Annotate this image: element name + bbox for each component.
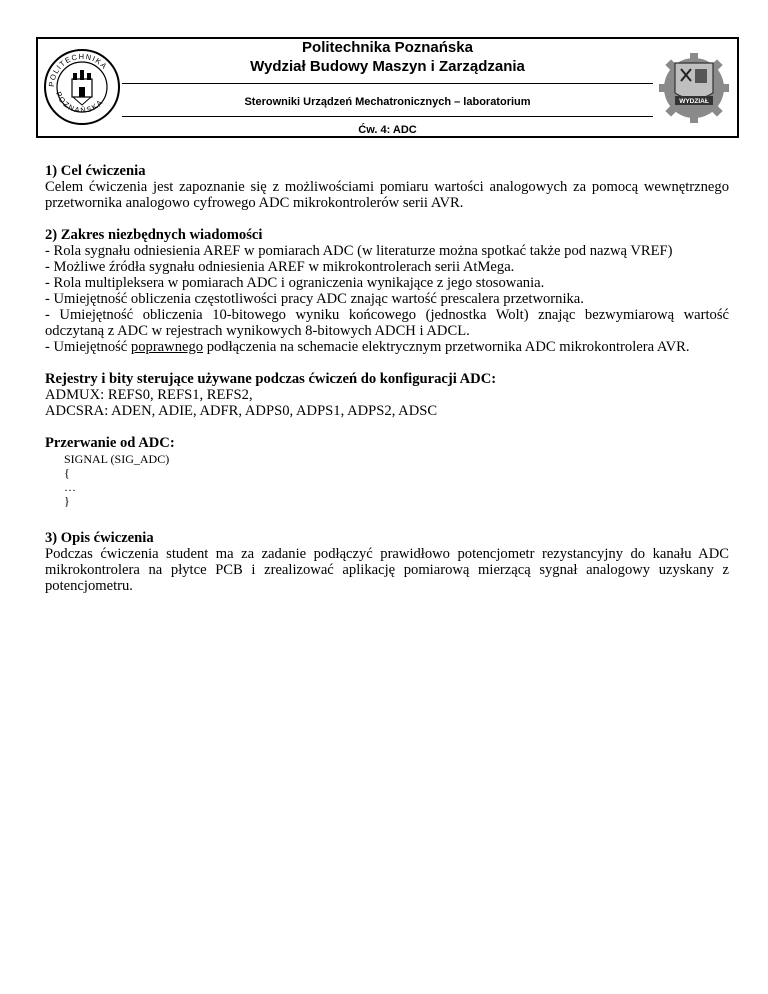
section-heading: 2) Zakres niezbędnych wiadomości: [45, 227, 263, 243]
header-divider: [122, 83, 653, 84]
register-line: ADCSRA: ADEN, ADIE, ADFR, ADPS0, ADPS1, ADPS2, ADSC: [45, 403, 438, 419]
document-body: [45, 163, 729, 594]
section-description: [45, 530, 729, 594]
section-knowledge: [45, 227, 729, 355]
header-divider: [122, 116, 653, 117]
section-heading: Przerwanie od ADC:: [45, 435, 175, 451]
code-line: {: [64, 466, 70, 480]
faculty-name: Wydział Budowy Maszyn i Zarządzania: [250, 58, 525, 75]
section-interrupt: [45, 435, 729, 508]
list-item: - Umiejętność obliczenia częstotliwości pracy ADC znając wartość prescalera przetwornika.: [45, 291, 584, 307]
svg-text:POLITECHNIKA: POLITECHNIKA: [46, 51, 110, 88]
svg-text:POZNAŃSKA: POZNAŃSKA: [53, 90, 106, 115]
list-item: - Rola sygnału odniesienia AREF w pomiarach ADC (w literaturze można spotkać także pod nazwą VREF): [45, 243, 673, 259]
university-name: Politechnika Poznańska: [302, 39, 473, 56]
section-heading: 1) Cel ćwiczenia: [45, 163, 146, 179]
exercise-title: Ćw. 4: ADC: [358, 124, 417, 136]
code-line: …: [64, 480, 76, 494]
section-paragraph: Celem ćwiczenia jest zapoznanie się z możliwościami pomiaru wartości analogowych za pomocą wewnętrznego przetwornika analogowo cyfrowego ADC mikrokontrolerów serii AVR.: [45, 179, 729, 211]
section-heading: Rejestry i bity sterujące używane podczas ćwiczeń do konfiguracji ADC:: [45, 371, 497, 387]
section-goal: [45, 163, 729, 211]
list-item: - Rola multipleksera w pomiarach ADC i ograniczenia wynikające z jego stosowania.: [45, 275, 545, 291]
list-item: - Możliwe źródła sygnału odniesienia AREF w mikrokontrolerach serii AtMega.: [45, 259, 515, 275]
underlined-word: poprawnego: [130, 339, 204, 355]
document-header: [36, 37, 739, 138]
code-block: [45, 452, 729, 508]
section-registers: [45, 371, 729, 419]
register-line: ADMUX: REFS0, REFS1, REFS2,: [45, 387, 253, 403]
section-heading: 3) Opis ćwiczenia: [45, 530, 154, 546]
list-item: - Umiejętność obliczenia 10-bitowego wyniku końcowego (jednostka Wolt) znając bezwymiarową wartość odczytaną z ADC w rejestrach wynikowych 8-bitowych ADCH i ADCL.: [45, 307, 729, 339]
code-line: SIGNAL (SIG_ADC): [64, 452, 170, 466]
course-name: Sterowniki Urządzeń Mechatronicznych – laboratorium: [244, 96, 531, 108]
svg-text:WYDZIAŁ: WYDZIAŁ: [679, 98, 709, 105]
code-line: }: [64, 494, 70, 508]
list-item: - Umiejętność poprawnego podłączenia na schemacie elektrycznym przetwornika ADC mikrokontrolera AVR.: [45, 339, 690, 355]
section-paragraph: Podczas ćwiczenia student ma za zadanie podłączyć prawidłowo potencjometr rezystancyjny do kanału ADC mikrokontrolera na płytce PCB i zrealizować aplikację pomiarową mierzącą sygnał analogowy uzyskany z potencjometru.: [45, 546, 729, 594]
